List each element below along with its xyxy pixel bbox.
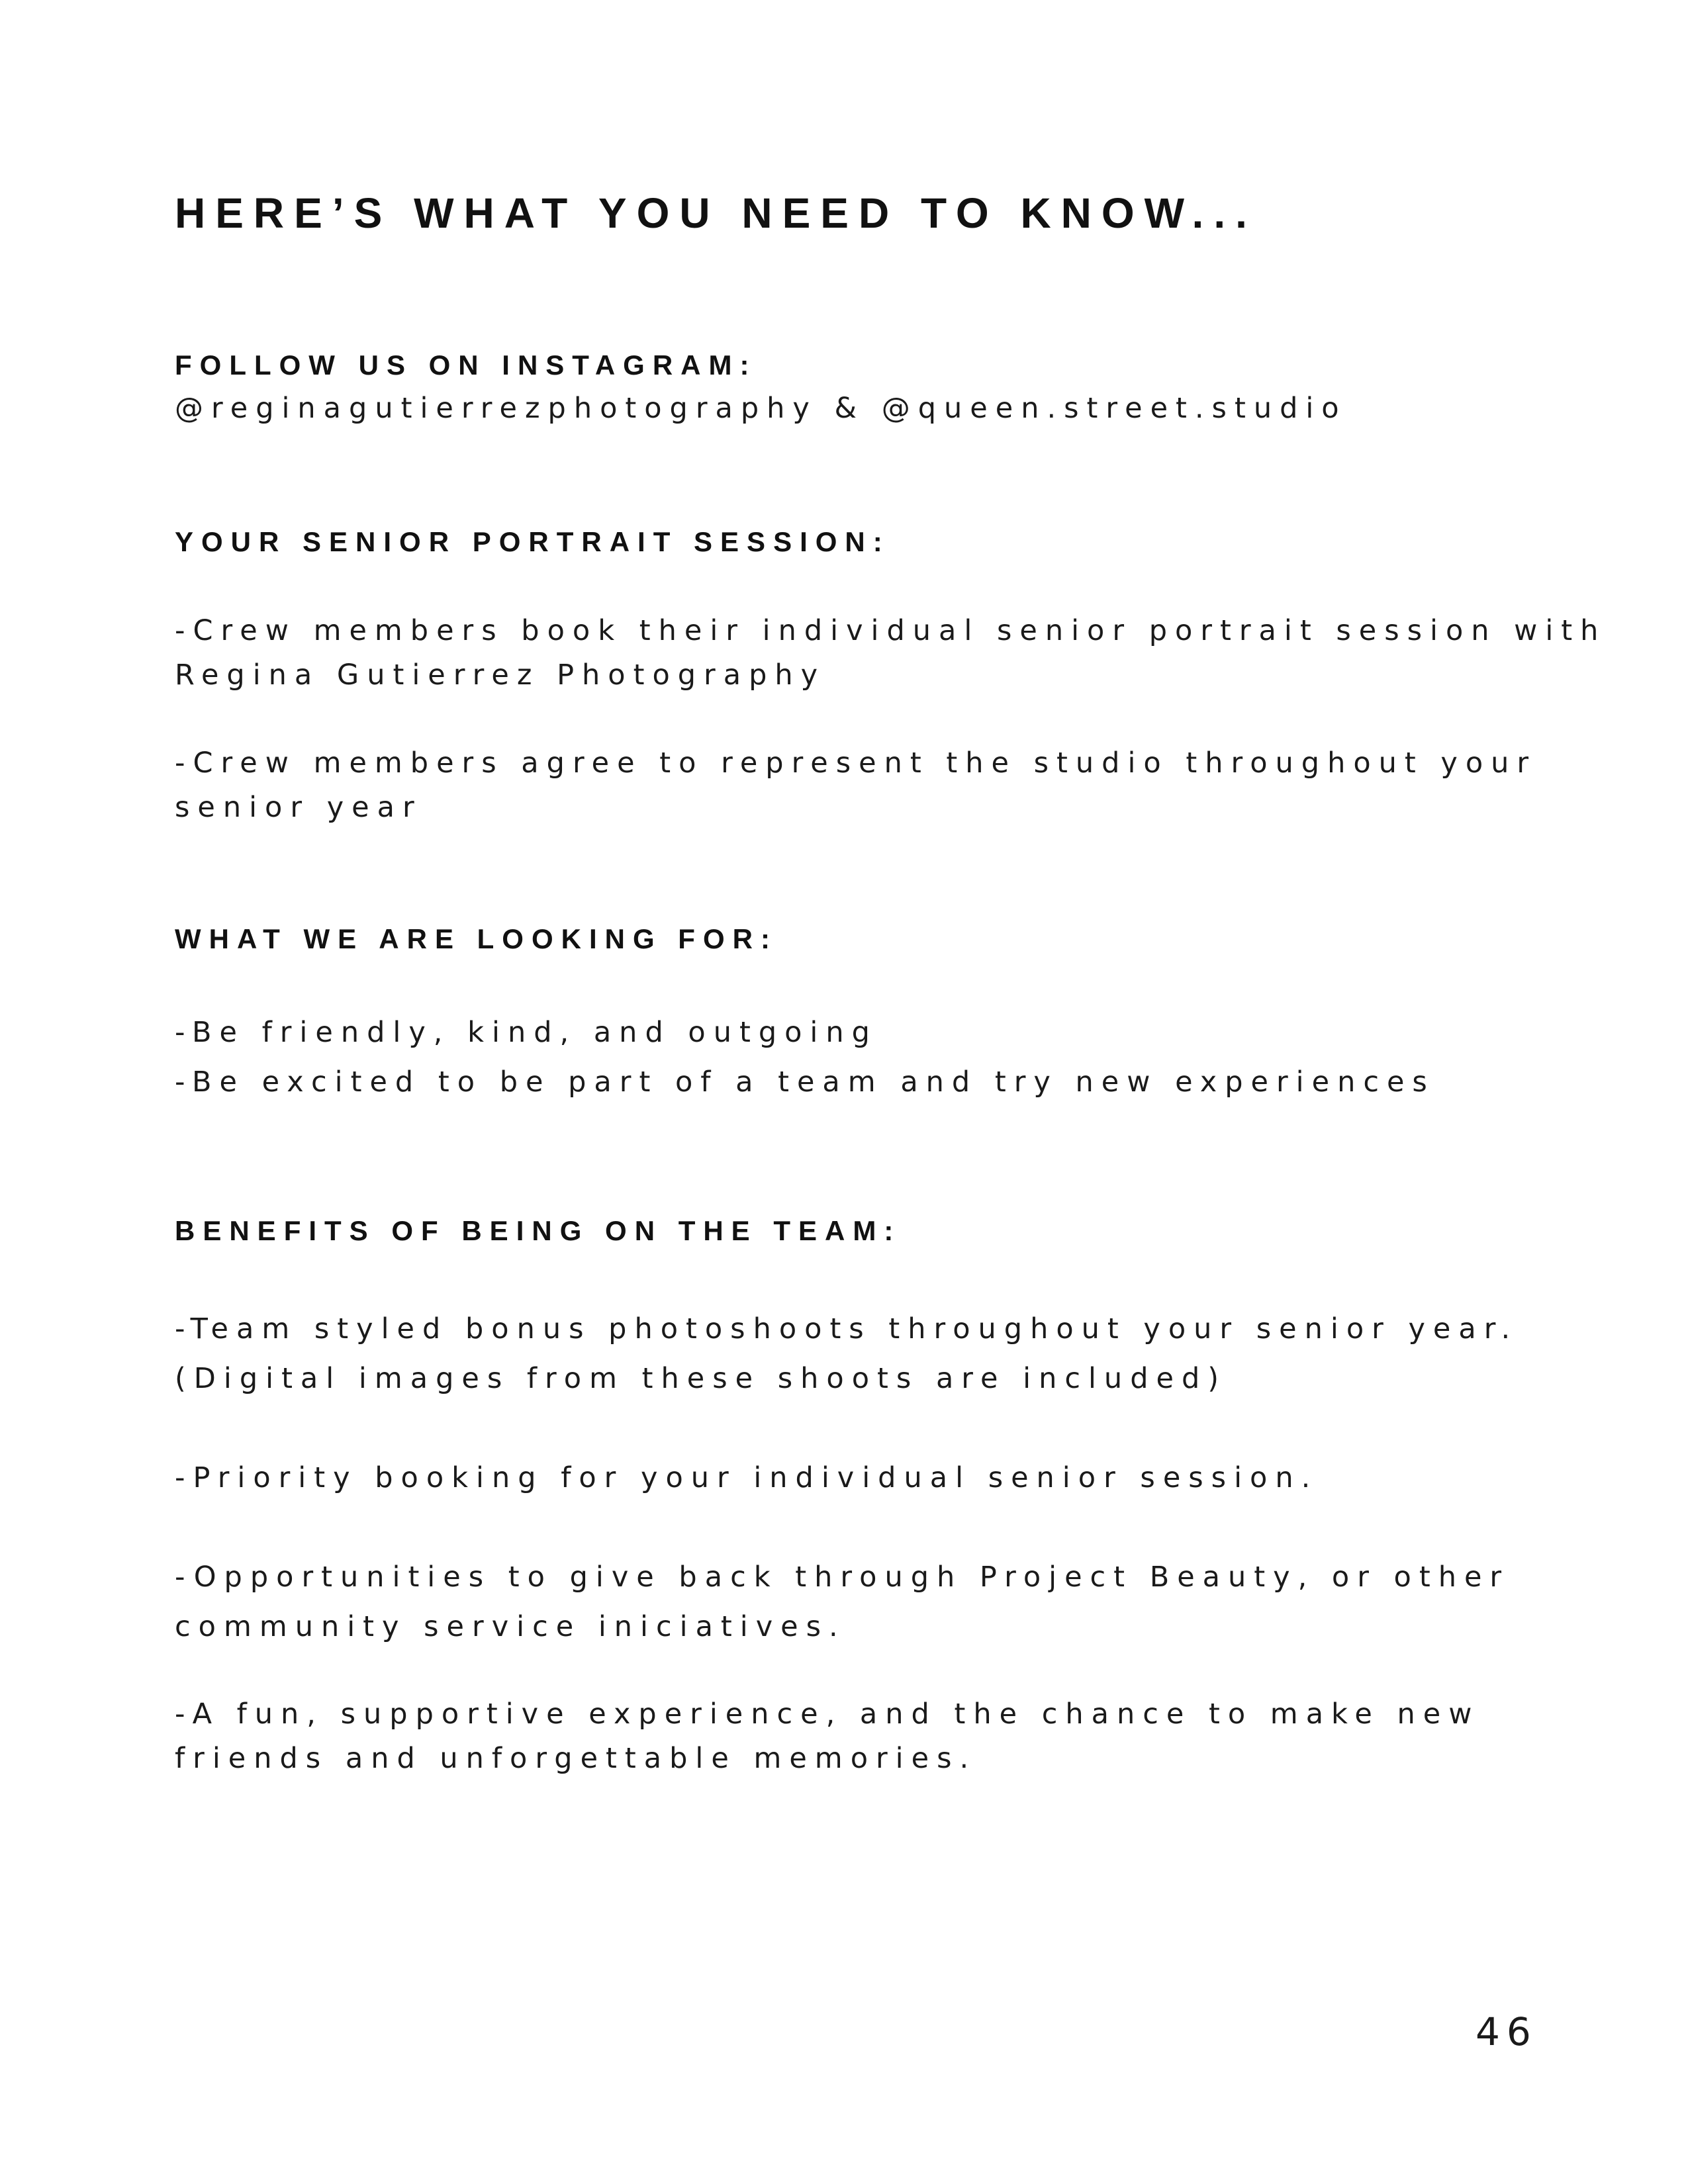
benefits-item-3-line-1: -Opportunities to give back through Project Beauty, or other (175, 1561, 1510, 1594)
benefits-item-1-line-1: -Team styled bonus photoshoots throughout your senior year. (175, 1312, 1519, 1345)
looking-for-item-1: -Be friendly, kind, and outgoing (175, 1016, 878, 1049)
senior-session-item-1-line-2: Regina Gutierrez Photography (175, 659, 826, 692)
benefits-item-4-line-2: friends and unforgettable memories. (175, 1742, 977, 1775)
senior-session-item-2-line-1: -Crew members agree to represent the studio throughout your (175, 747, 1537, 780)
looking-for-item-2: -Be excited to be part of a team and try new experiences (175, 1066, 1435, 1099)
page-number: 46 (1476, 2009, 1538, 2054)
benefits-item-1-line-2: (Digital images from these shoots are included) (175, 1362, 1227, 1395)
benefits-item-2-line-1: -Priority booking for your individual senior session. (175, 1461, 1319, 1494)
instagram-heading: FOLLOW US ON INSTAGRAM: (175, 349, 757, 381)
page-title: HERE’S WHAT YOU NEED TO KNOW... (175, 189, 1257, 237)
senior-session-item-1-line-1: -Crew members book their individual senior portrait session with (175, 614, 1607, 647)
instagram-handles: @reginagutierrezphotography & @queen.street.studio (175, 392, 1347, 425)
benefits-heading: BENEFITS OF BEING ON THE TEAM: (175, 1215, 902, 1246)
benefits-item-4-line-1: -A fun, supportive experience, and the chance to make new (175, 1698, 1480, 1731)
benefits-item-3-line-2: community service iniciatives. (175, 1610, 846, 1643)
senior-session-heading: YOUR SENIOR PORTRAIT SESSION: (175, 526, 890, 557)
senior-session-item-2-line-2: senior year (175, 791, 422, 824)
looking-for-heading: WHAT WE ARE LOOKING FOR: (175, 923, 778, 954)
